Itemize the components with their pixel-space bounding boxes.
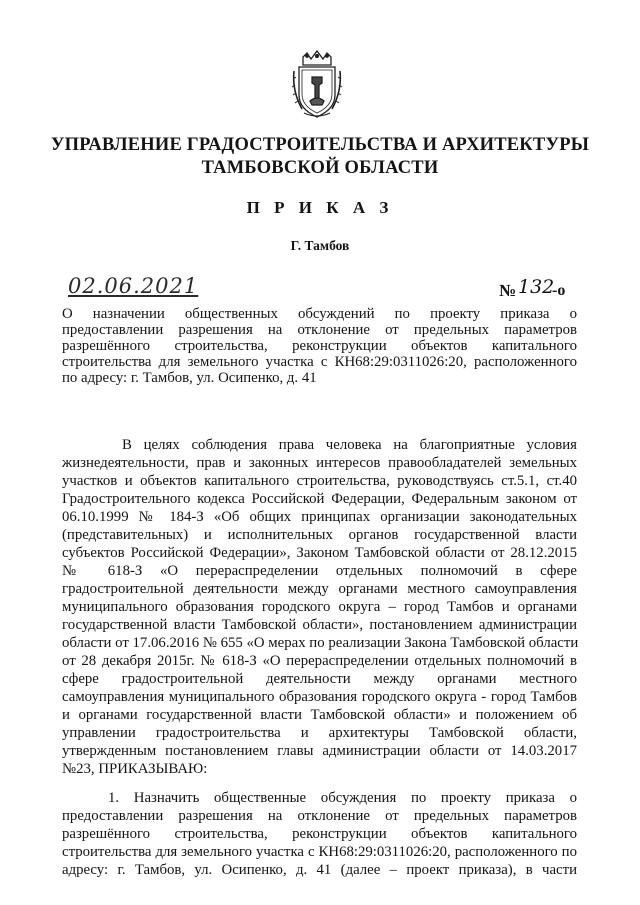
body-line: управлении градостроительства и архитектуры Тамбовской области, [62, 725, 577, 741]
body-line: В целях соблюдения права человека на благоприятные условия [122, 437, 577, 453]
coat-of-arms-icon [290, 47, 344, 121]
subject-line: по адресу: г. Тамбов, ул. Осипенко, д. 41 [62, 370, 317, 386]
subject-line: разрешённого строительства, реконструкции объектов капитального [62, 338, 577, 354]
body-line: сфере градостроительной деятельности между органами местного [62, 671, 577, 687]
body-line: Градостроительного кодекса Российской Федерации, Федеральным законом от [62, 491, 577, 507]
body-line: №23, ПРИКАЗЫВАЮ: [62, 761, 208, 777]
body-line: жизнедеятельности, прав и законных интересов правообладателей земельных [62, 455, 577, 471]
body-line: муниципального образования городского округа – город Тамбов и органами [62, 599, 577, 615]
body-line: области от 17.06.2016 № 655 «О мерах по реализации Закона Тамбовской области [62, 635, 579, 651]
order-number-handwritten: 132 [518, 276, 555, 298]
item-line: адресу: г. Тамбов, ул. Осипенко, д. 41 (далее – проект приказа), в части [62, 862, 577, 878]
body-line: субъектов Российской Федерации», Законом Тамбовской области от 28.12.2015 [62, 545, 577, 561]
body-line: государственной власти Тамбовской области», постановлением администрации [62, 617, 577, 633]
body-line: градостроительной деятельности между органами местного самоуправления [62, 581, 577, 597]
body-line: и органами государственной власти Тамбовской области» и положением об [62, 707, 577, 723]
subject-line: строительства для земельного участка с КН68:29:0311026:20, расположенного [62, 354, 577, 370]
organization-name-line2: ТАМБОВСКОЙ ОБЛАСТИ [201, 158, 439, 178]
item-line: разрешённого строительства, реконструкции объектов капитального [62, 826, 577, 842]
item-line: предоставлении разрешения на отклонение от предельных параметров [62, 808, 577, 824]
city-name: Г. Тамбов [290, 238, 350, 253]
body-line: от 28 декабря 2015г. № 618-З «О перераспределении отдельных полномочий в [62, 653, 577, 669]
body-line: самоуправления муниципального образования городского округа - город Тамбов [62, 689, 577, 705]
order-number-label: № [499, 281, 517, 300]
body-line: участков и объектов капитального строительства, руководствуясь ст.5.1, ст.40 [62, 473, 577, 489]
body-line: 06.10.1999 № 184-З «Об общих принципах организации законодательных [62, 509, 577, 525]
organization-name-line1: УПРАВЛЕНИЕ ГРАДОСТРОИТЕЛЬСТВА И АРХИТЕКТУРЫ [50, 135, 590, 155]
body-line: (представительных) и исполнительных органов государственной власти [62, 527, 577, 543]
body-line: утвержденным постановлением главы администрации области от 14.03.2017 [62, 743, 577, 759]
item-line: строительства для земельного участка с КН68:29:0311026:20, расположенного по [62, 844, 577, 860]
item-line: 1. Назначить общественные обсуждения по проекту приказа о [108, 790, 577, 806]
body-line: № 618-З «О перераспределении отдельных полномочий в сфере [62, 563, 577, 579]
handwritten-date: 02.06.2021 [68, 274, 199, 298]
subject-line: О назначении общественных обсуждений по проекту приказа о [62, 306, 577, 322]
coat-of-arms-emblem [290, 47, 344, 121]
subject-line: предоставлении разрешения на отклонение от предельных параметров [62, 322, 577, 338]
order-number-suffix: -о [552, 282, 566, 299]
document-type-title: П Р И К А З [246, 198, 394, 217]
